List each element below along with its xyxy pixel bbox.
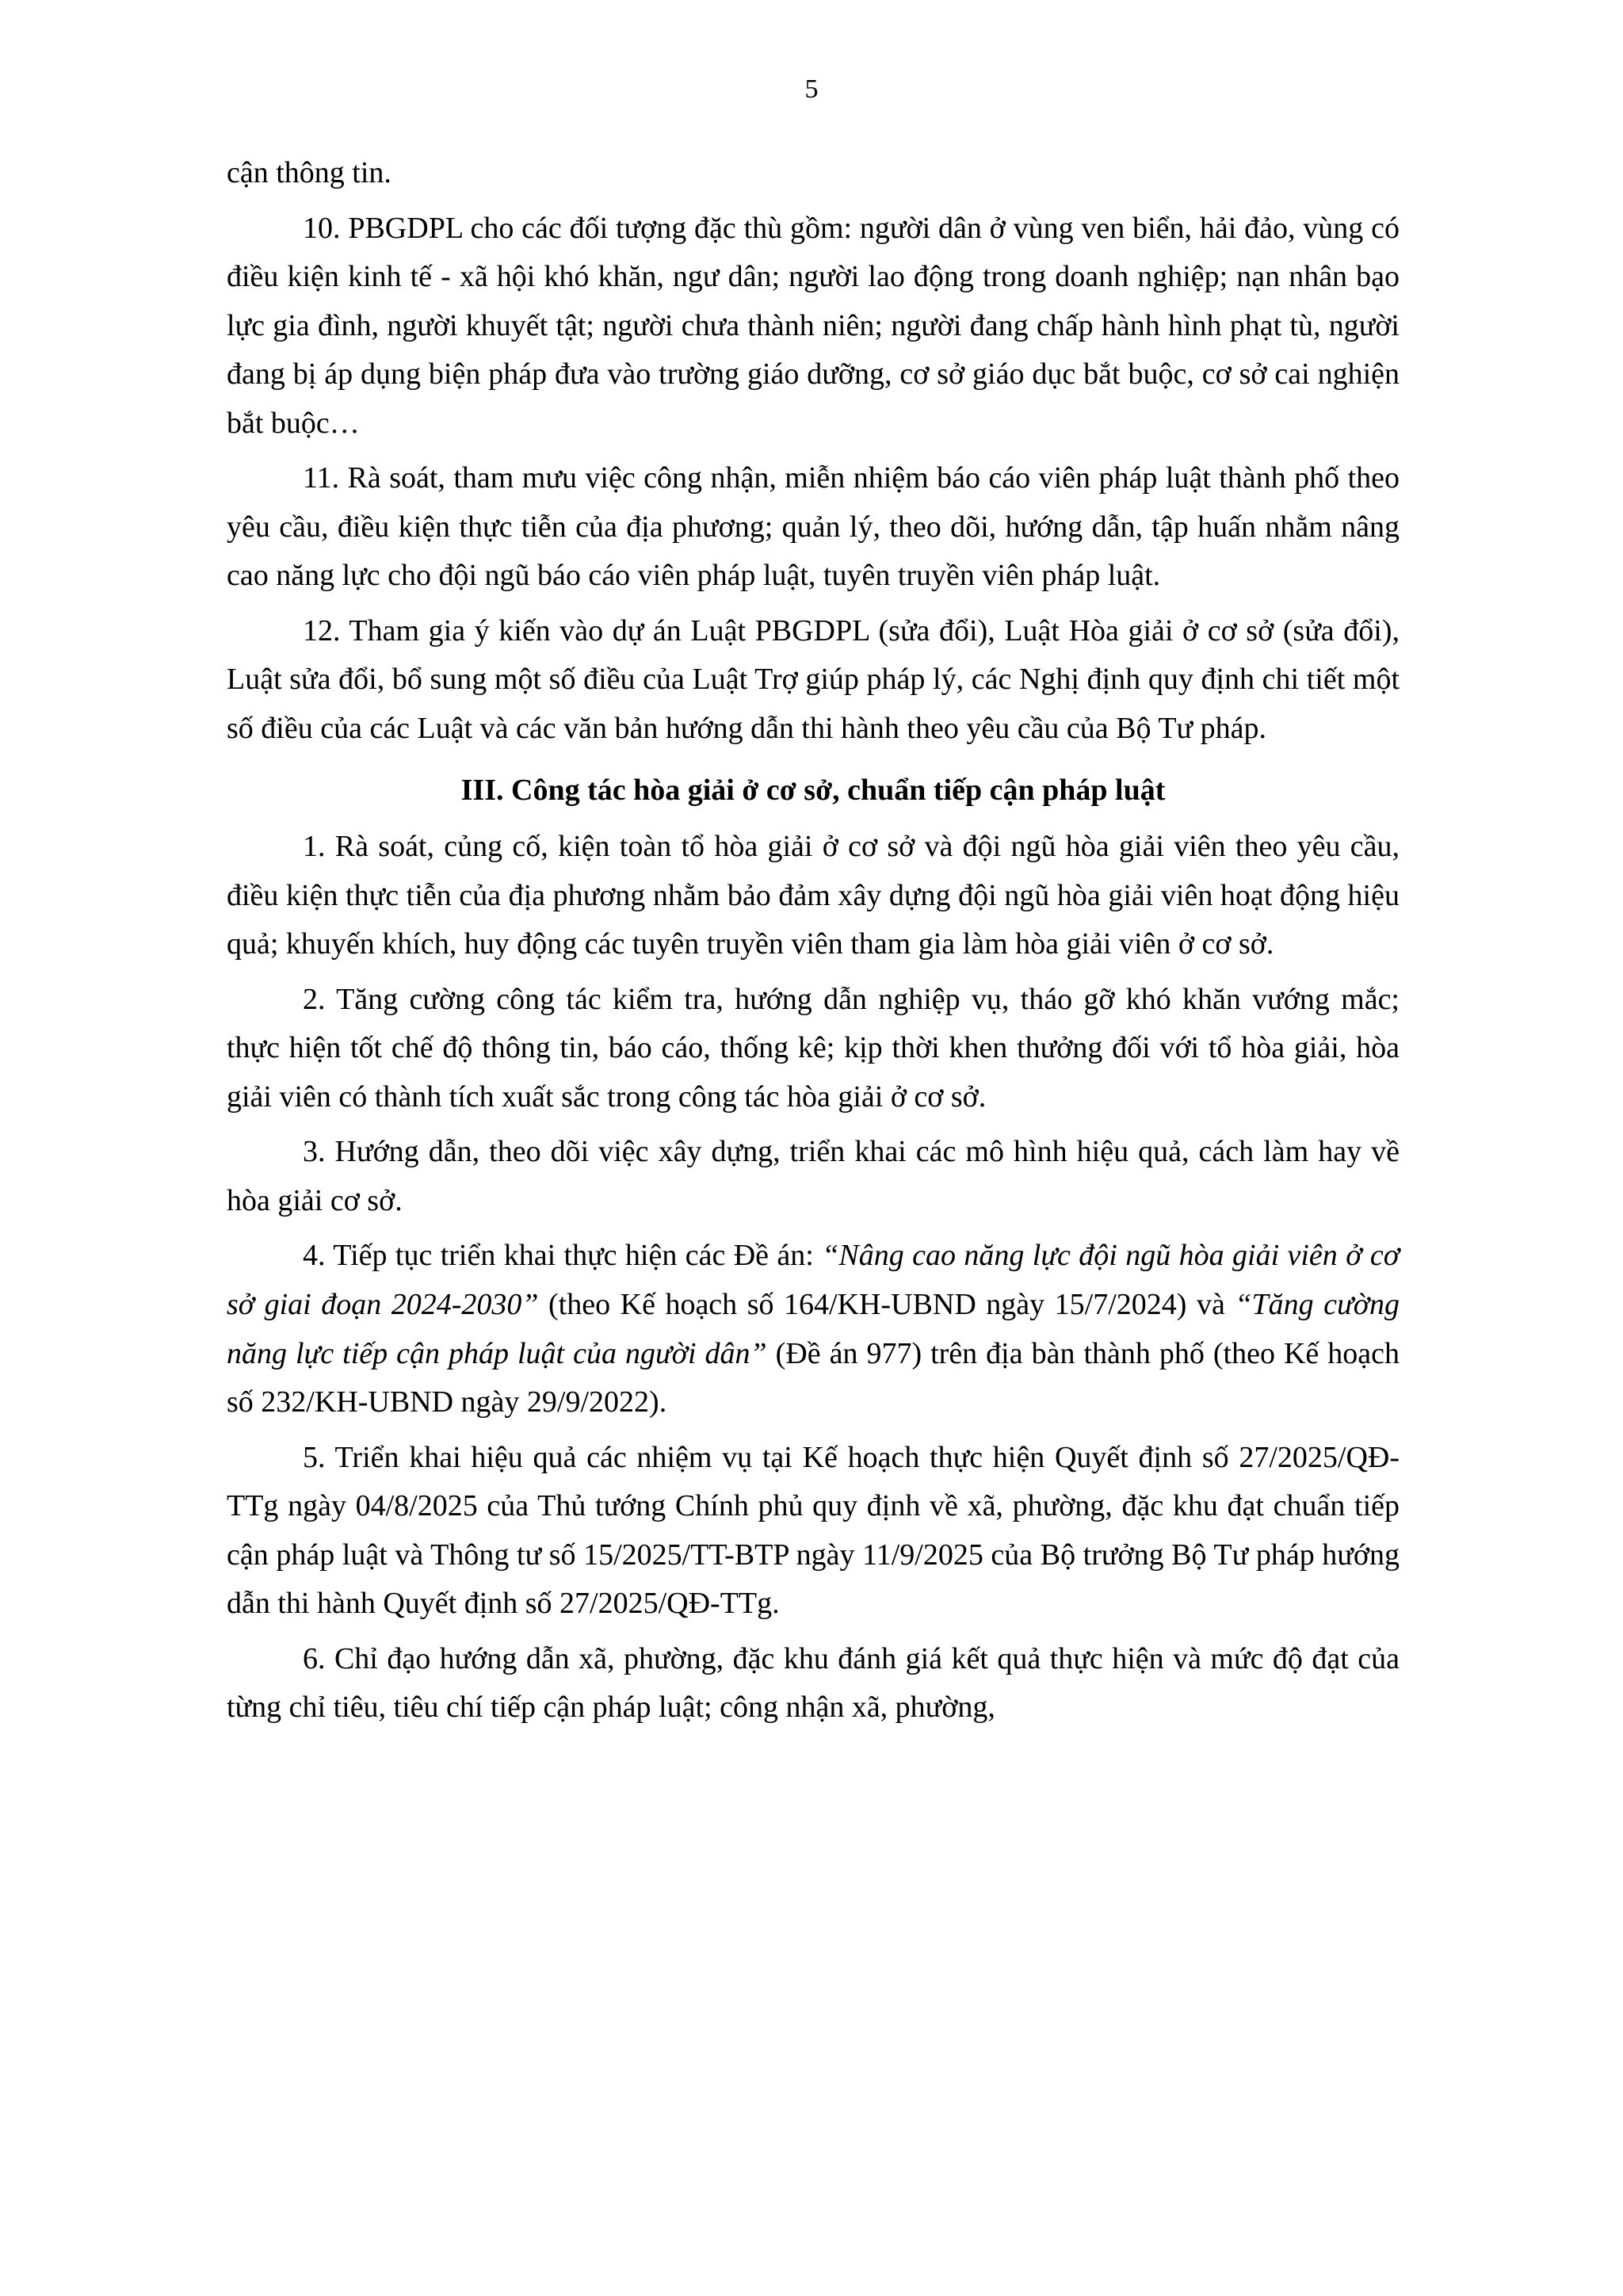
paragraph-item-5: 5. Triển khai hiệu quả các nhiệm vụ tại Kế hoạch thực hiện Quyết định số 27/2025/QĐ-TTg ngày 04/8/2025 của Thủ tướng Chính phủ quy định về xã, phường, đặc khu đạt chuẩn tiếp cận pháp luật và Thông tư số 15/2025/TT-BTP ngày 11/9/2025 của Bộ trưởng Bộ Tư pháp hướng dẫn thi hành Quyết định số 27/2025/QĐ-TTg.: [227, 1440, 1400, 1621]
paragraph-item-4: [227, 1232, 1400, 1427]
paragraph-item-1: 1. Rà soát, củng cố, kiện toàn tổ hòa giải ở cơ sở và đội ngũ hòa giải viên theo yêu cầu, điều kiện thực tiễn của địa phương nhằm bảo đảm xây dựng đội ngũ hòa giải viên hoạt động hiệu quả; khuyến khích, huy động các tuyên truyền viên tham gia làm hòa giải viên ở cơ sở.: [227, 830, 1400, 961]
run-text: 4. Tiếp tục triển khai thực hiện các Đề án:: [303, 1239, 823, 1273]
paragraph-item-3: 3. Hướng dẫn, theo dõi việc xây dựng, triển khai các mô hình hiệu quả, cách làm hay về hòa giải cơ sở.: [227, 1135, 1400, 1217]
page-number: 5: [804, 74, 819, 104]
paragraph-continued: cận thông tin.: [227, 156, 391, 189]
run-text: (theo Kế hoạch số 164/KH-UBND ngày 15/7/2024) và: [538, 1288, 1235, 1322]
paragraph-item-12: 12. Tham gia ý kiến vào dự án Luật PBGDPL (sửa đổi), Luật Hòa giải ở cơ sở (sửa đổi), Luật sửa đổi, bổ sung một số điều của Luật Trợ giúp pháp lý, các Nghị định quy định chi tiết một số điều của các Luật và các văn bản hướng dẫn thi hành theo yêu cầu của Bộ Tư pháp.: [227, 613, 1400, 746]
section-heading-iii: III. Công tác hòa giải ở cơ sở, chuẩn tiếp cận pháp luật: [460, 773, 1166, 807]
run-text-italic: “Nâng cao năng lực đội ngũ hòa giải viên ở cơ sở giai đoạn 2024-2030”: [227, 1239, 1400, 1322]
run-text-italic: “Tăng cường năng lực tiếp cận pháp luật của người dân”: [227, 1288, 1400, 1370]
run-text: (Đề án 977) trên địa bàn thành phố (theo Kế hoạch số 232/KH-UBND ngày 29/9/2022).: [227, 1336, 1400, 1419]
paragraph-item-2: 2. Tăng cường công tác kiểm tra, hướng dẫn nghiệp vụ, tháo gỡ khó khăn vướng mắc; thực hiện tốt chế độ thông tin, báo cáo, thống kê; kịp thời khen thưởng đối với tổ hòa giải, hòa giải viên có thành tích xuất sắc trong công tác hòa giải ở cơ sở.: [227, 982, 1400, 1114]
paragraph-item-6: 6. Chỉ đạo hướng dẫn xã, phường, đặc khu đánh giá kết quả thực hiện và mức độ đạt của từng chỉ tiêu, tiêu chí tiếp cận pháp luật; công nhận xã, phường,: [227, 1641, 1400, 1725]
paragraph-item-10: 10. PBGDPL cho các đối tượng đặc thù gồm: người dân ở vùng ven biển, hải đảo, vùng có điều kiện kinh tế - xã hội khó khăn, ngư dân; người lao động trong doanh nghiệp; nạn nhân bạo lực gia đình, người khuyết tật; người chưa thành niên; người đang chấp hành hình phạt tù, người đang bị áp dụng biện pháp đưa vào trường giáo dưỡng, cơ sở giáo dục bắt buộc, cơ sở cai nghiện bắt buộc…: [227, 211, 1400, 440]
paragraph-item-11: 11. Rà soát, tham mưu việc công nhận, miễn nhiệm báo cáo viên pháp luật thành phố theo yêu cầu, điều kiện thực tiễn của địa phương; quản lý, theo dõi, hướng dẫn, tập huấn nhằm nâng cao năng lực cho đội ngũ báo cáo viên pháp luật, tuyên truyền viên pháp luật.: [227, 461, 1400, 593]
document-body: [227, 149, 1400, 1739]
